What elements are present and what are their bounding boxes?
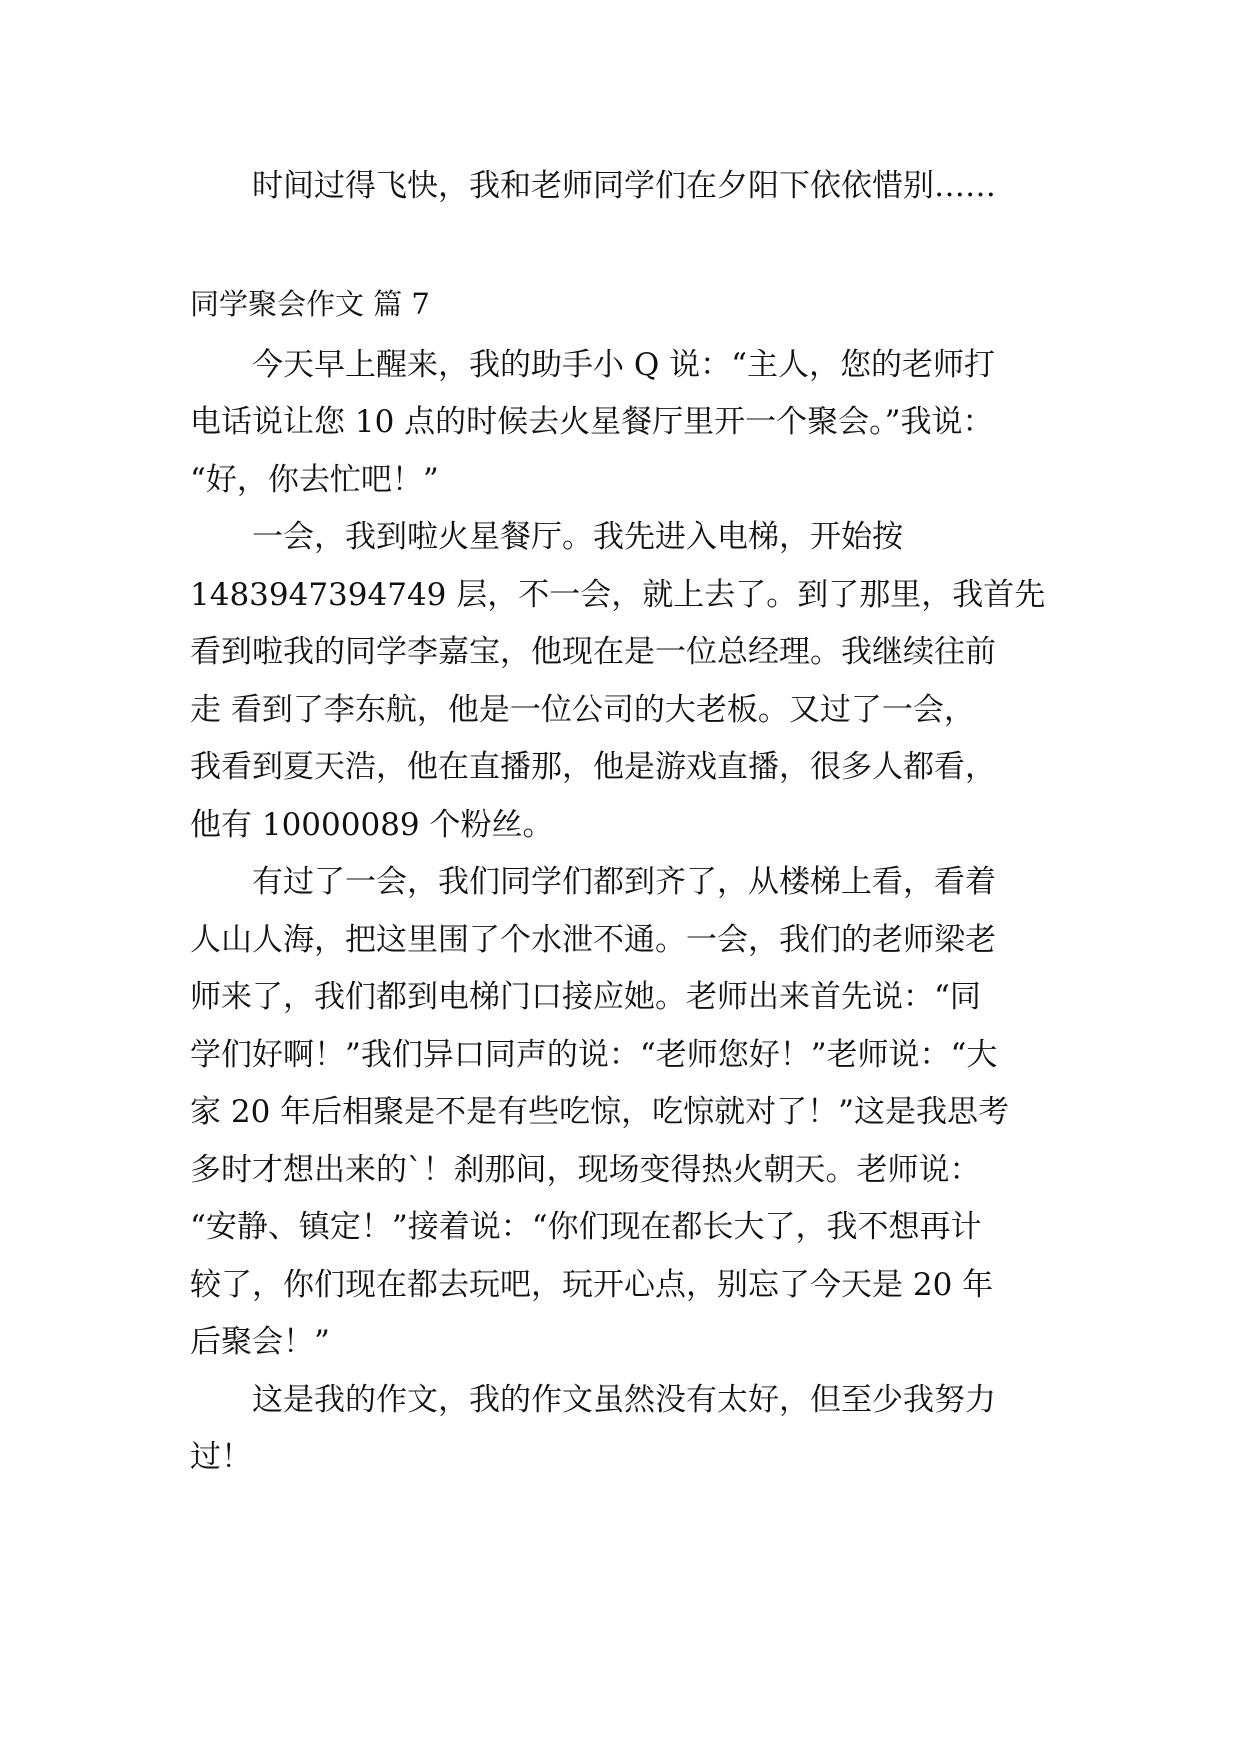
section-title: 同学聚会作文 篇 7	[190, 287, 430, 321]
paragraph-line: 今天早上醒来，我的助手小 Q 说：“主人，您的老师打	[252, 347, 995, 383]
paragraph-line: 看到啦我的同学李嘉宝，他现在是一位总经理。我继续往前	[190, 634, 996, 670]
paragraph-line: 这是我的作文，我的作文虽然没有太好，但至少我努力	[252, 1382, 996, 1418]
paragraph-line: 他有 10000089 个粉丝。	[190, 807, 554, 843]
paragraph-line: 学们好啊！”我们异口同声的说：“老师您好！”老师说：“大	[190, 1037, 998, 1073]
paragraph-line: “好，你去忙吧！”	[190, 462, 439, 498]
paragraph-line: 较了，你们现在都去玩吧，玩开心点，别忘了今天是 20 年	[190, 1267, 994, 1303]
paragraph-line: 后聚会！”	[190, 1324, 330, 1360]
paragraph-line: 多时才想出来的`！刹那间，现场变得热火朝天。老师说：	[190, 1152, 981, 1188]
paragraph-line: 人山人海，把这里围了个水泄不通。一会，我们的老师梁老	[190, 922, 996, 958]
paragraph-line: 我看到夏天浩，他在直播那，他是游戏直播，很多人都看，	[190, 749, 996, 785]
paragraph-line: 过！	[190, 1439, 252, 1475]
paragraph-line: 走 看到了李东航，他是一位公司的大老板。又过了一会，	[190, 692, 975, 728]
paragraph-line: “安静、镇定！”接着说：“你们现在都长大了，我不想再计	[190, 1209, 982, 1245]
paragraph-line: 有过了一会，我们同学们都到齐了，从楼梯上看，看着	[252, 864, 996, 900]
paragraph-line: 电话说让您 10 点的时候去火星餐厅里开一个聚会。”我说：	[190, 404, 994, 440]
paragraph-line: 1483947394749 层，不一会，就上去了。到了那里，我首先	[190, 577, 1046, 613]
closing-line-previous-essay: 时间过得飞快，我和老师同学们在夕阳下依依惜别……	[252, 168, 996, 204]
paragraph-line: 家 20 年后相聚是不是有些吃惊，吃惊就对了！”这是我思考	[190, 1094, 1009, 1130]
paragraph-line: 师来了，我们都到电梯门口接应她。老师出来首先说：“同	[190, 979, 981, 1015]
paragraph-line: 一会，我到啦火星餐厅。我先进入电梯，开始按	[252, 519, 903, 555]
